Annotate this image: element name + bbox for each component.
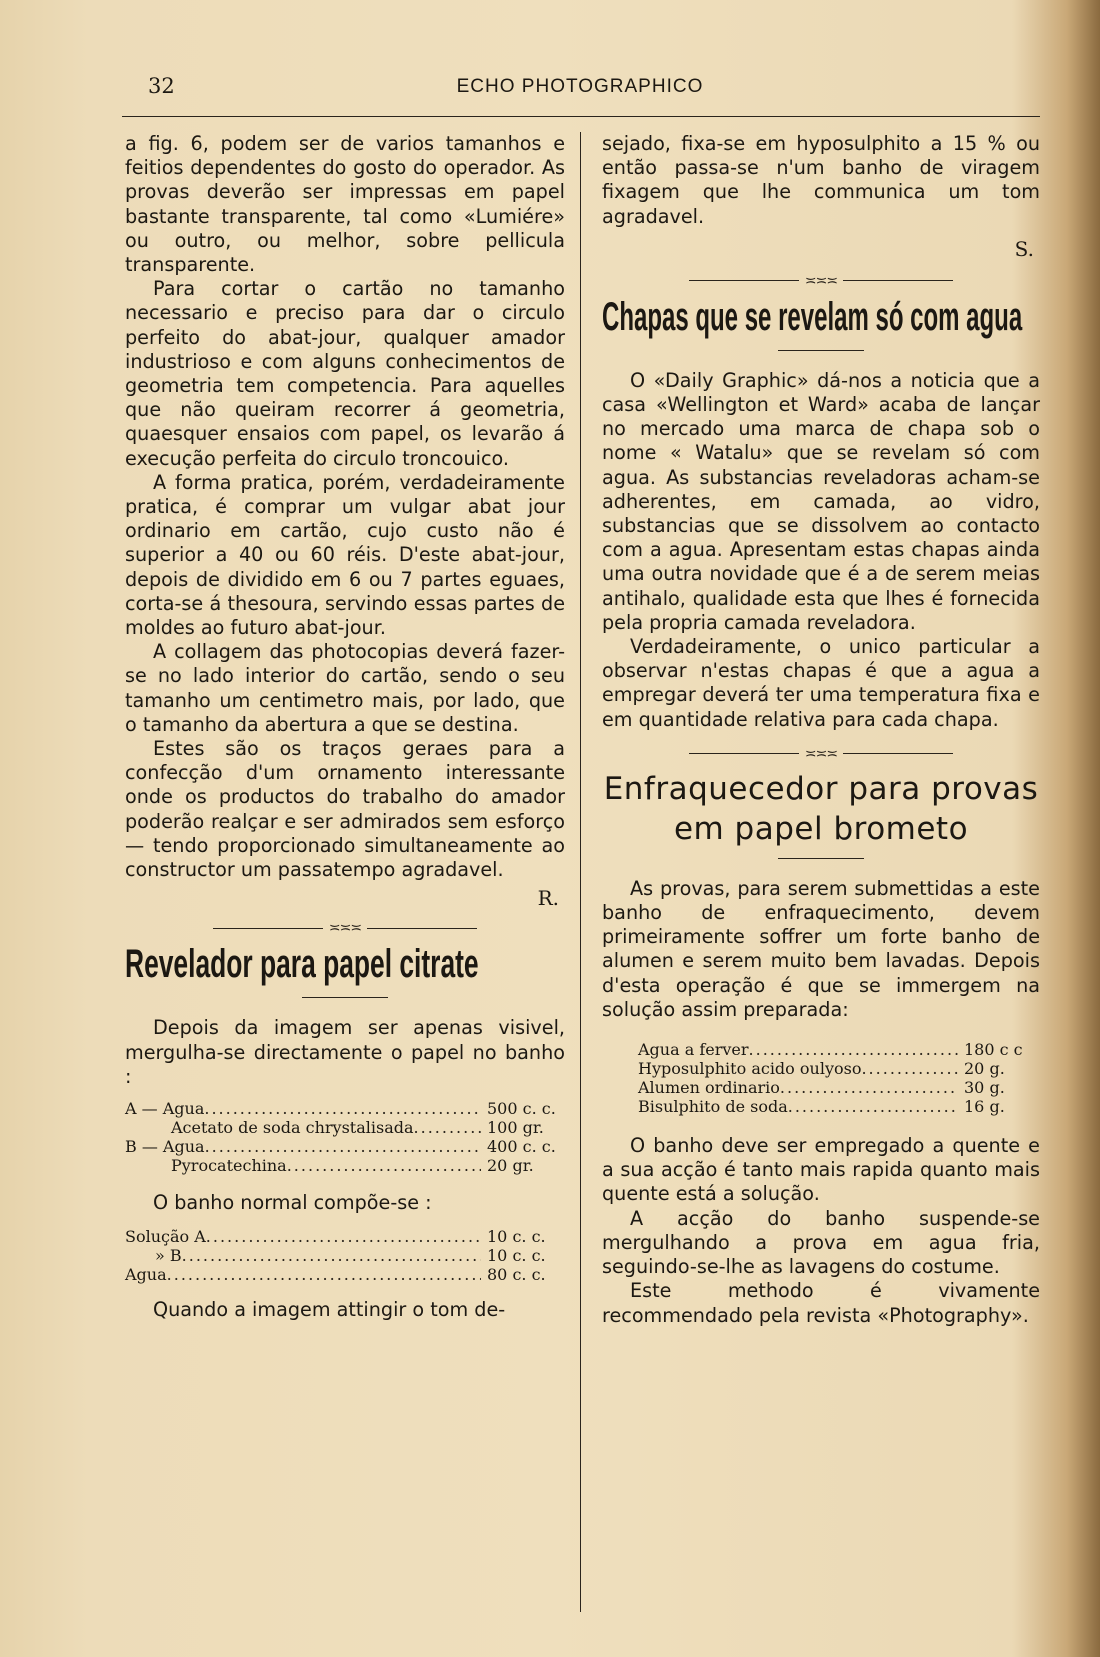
formula-row: Bisulphito de soda ..... 16 g. bbox=[638, 1097, 1028, 1116]
paragraph: Quando a imagem attingir o tom de- bbox=[153, 1298, 506, 1322]
page-header bbox=[120, 74, 1040, 104]
title-rule bbox=[778, 858, 864, 859]
paragraph: A acção do banho suspende-se mergulhando a prova em agua fria, seguindo-se-lhe as lavagens do costume. bbox=[602, 1206, 1040, 1279]
ornament-mark: ≍≍≍ bbox=[328, 920, 362, 937]
column-divider bbox=[580, 132, 581, 1612]
paragraph: sejado, fixa-se em hyposulphito a 15 % ou então passa-se n'um banho de viragem fixagem que lhe communica um tom agradavel. bbox=[602, 132, 1040, 228]
paragraph: O banho normal compõe-se : bbox=[153, 1190, 432, 1214]
paragraph: A forma pratica, porém, verdadeiramente pratica, é comprar um vulgar abat jour ordinario em cartão, cujo custo não é superior a 40 ou 60 réis. D'este abat-jour, depois de dividido em 6 ou 7 partes eguaes, corta-se á thesoura, servindo essas partes de moldes ao futuro abat-jour. bbox=[125, 470, 565, 640]
paragraph: Para cortar o cartão no tamanho necessario e preciso para dar o circulo perfeito do abat-jour, qualquer amador industrioso e com alguns conhecimentos de geometria tem competencia. Para aquelles que não queiram recorrer á geometria, quaesquer ensaios com papel, os levarão á execução perfeita do circulo troncouico. bbox=[125, 277, 565, 470]
ornament-divider bbox=[602, 746, 1040, 762]
ornament-mark: ≍≍≍ bbox=[804, 272, 838, 289]
paragraph: As provas, para serem submettidas a este banho de enfraquecimento, devem primeiramente soffrer um forte banho de alumen e serem muito bem lavadas. Depois d'esta operação é que se immergem na solução assim preparada: bbox=[602, 876, 1040, 1021]
formula-row: » B ..... 10 c. c. bbox=[125, 1246, 565, 1265]
article-title-line1: Enfraquecedor para provas bbox=[603, 770, 1039, 807]
formula-row: Hyposulphito acido oulyoso ..... 20 g. bbox=[638, 1059, 1028, 1078]
paragraph: A collagem das photocopias deverá fazer-se no lado interior do cartão, sendo o seu tamanho um centimetro mais, por lado, que o tamanho da abertura a que se destina. bbox=[125, 640, 565, 736]
article-title: Chapas que se revelam só com agua bbox=[602, 294, 1023, 339]
article-title: Revelador para papel citrate bbox=[125, 942, 479, 987]
formula-row: Agua a ferver ..... 180 c c bbox=[638, 1040, 1028, 1059]
formula-row: Acetato de soda chrystalisada ..... 100 gr. bbox=[125, 1118, 565, 1137]
formula-row: Pyrocatechina ..... 20 gr. bbox=[125, 1156, 565, 1175]
ornament-divider bbox=[602, 273, 1040, 289]
running-head: ECHO PHOTOGRAPHICO bbox=[456, 76, 704, 97]
formula-row: Agua ..... 80 c. c. bbox=[125, 1265, 565, 1284]
ornament-mark: ≍≍≍ bbox=[804, 745, 838, 762]
formula-row: Solução A ..... 10 c. c. bbox=[125, 1227, 565, 1246]
title-rule bbox=[778, 350, 864, 351]
ornament-divider bbox=[125, 920, 565, 936]
formula-row: B — Agua ..... 400 c. c. bbox=[125, 1137, 565, 1156]
page-number: 32 bbox=[148, 74, 175, 98]
formula-table bbox=[638, 1040, 1028, 1116]
article-title-line2: em papel brometo bbox=[673, 810, 969, 847]
paragraph: O «Daily Graphic» dá-nos a noticia que a casa «Wellington et Ward» acaba de lançar no mercado uma marca de chapa sob o nome « Watalu» que se revelam só com agua. As substancias reveladoras acham-se adherentes, em camada, ao vidro, substancias que se dissolvem ao contacto com a agua. Apresentam estas chapas ainda uma outra novidade que é a de serem meias antihalo, qualidade esta que lhes é fornecida pela propria camada reveladora. bbox=[602, 368, 1040, 634]
formula-row: Alumen ordinario ..... 30 g. bbox=[638, 1078, 1028, 1097]
formula-row: A — Agua ..... 500 c. c. bbox=[125, 1099, 565, 1118]
header-rule bbox=[122, 116, 1040, 117]
formula-table bbox=[125, 1227, 565, 1284]
signature: R. bbox=[537, 886, 559, 911]
signature: S. bbox=[1014, 236, 1034, 261]
paragraph: Este methodo é vivamente recommendado pela revista «Photography». bbox=[602, 1279, 1040, 1327]
paragraph: O banho deve ser empregado a quente e a sua acção é tanto mais rapida quanto mais quente está a solução. bbox=[602, 1134, 1040, 1206]
formula-table bbox=[125, 1099, 565, 1175]
left-column bbox=[125, 132, 565, 1322]
paragraph: Depois da imagem ser apenas visivel, mergulha-se directamente o papel no banho : bbox=[125, 1016, 565, 1088]
paragraph: a fig. 6, podem ser de varios tamanhos e feitios dependentes do gosto do operador. As provas deverão ser impressas em papel bastante transparente, tal como «Lumiére» ou outro, ou melhor, sobre pellicula transparente. bbox=[125, 132, 565, 277]
paragraph: Verdadeiramente, o unico particular a observar n'estas chapas é que a agua a empregar deverá ter uma temperatura fixa e em quantidade relativa para cada chapa. bbox=[602, 635, 1040, 731]
right-column bbox=[602, 132, 1040, 1328]
paragraph: Estes são os traços geraes para a confecção d'um ornamento interessante onde os productos do trabalho do amador poderão realçar e ser admirados sem esforço — tendo proporcionado simultaneamente ao constructor um passatempo agradavel. bbox=[125, 737, 565, 882]
title-rule bbox=[302, 997, 388, 998]
